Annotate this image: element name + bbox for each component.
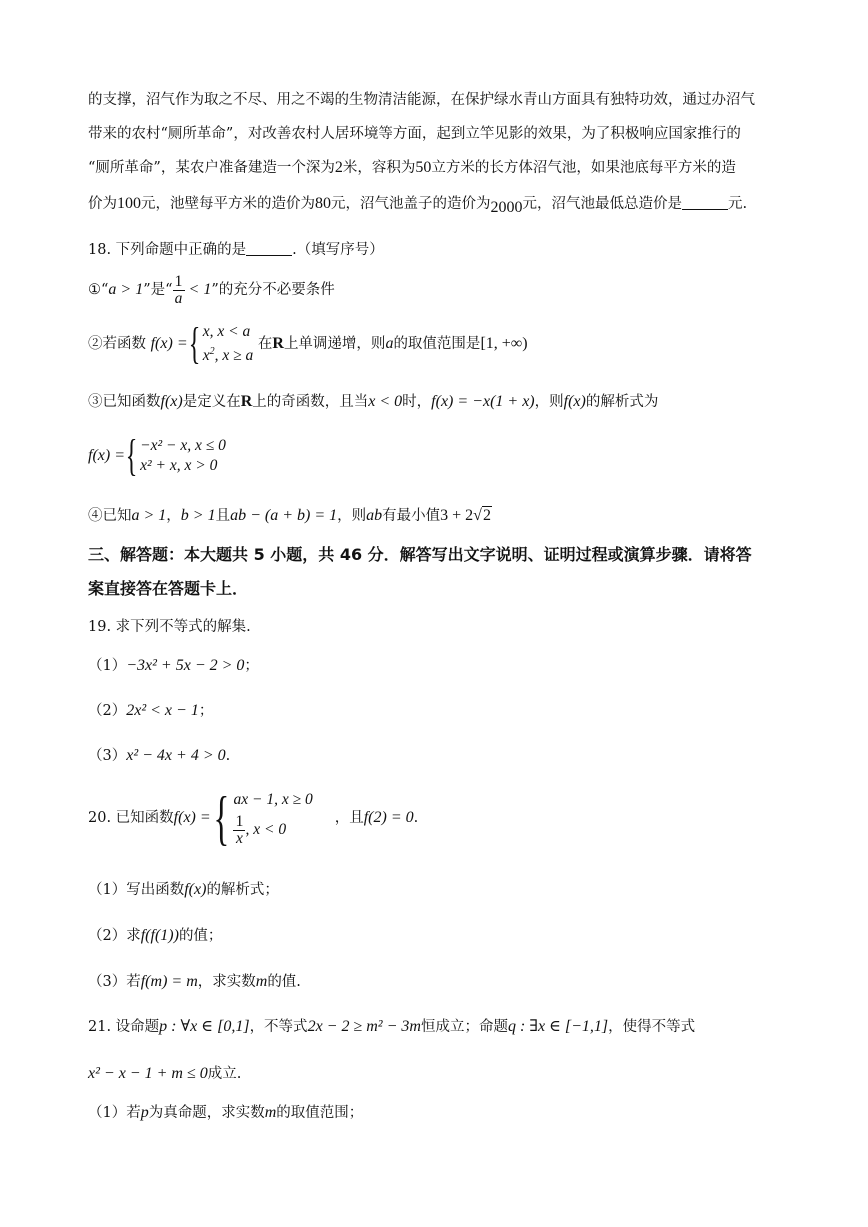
text: ； — [198, 703, 214, 719]
intro-text: 元，池壁每平方米的造价为 — [141, 196, 315, 212]
q18-item-3-solution — [88, 431, 226, 482]
intro-text: 的支撑，沼气作为取之不尽、用之不竭的生物清洁能源，在保护绿水青山方面具有独特功效，通过办沼气 — [88, 92, 755, 108]
left-brace: { — [188, 319, 200, 369]
intro-text: “厕所革命”，某农户准备建造一个深为 — [88, 160, 335, 176]
lid-price-value: 2000 — [490, 199, 523, 216]
denominator: x — [236, 829, 243, 847]
math: f(x) = — [173, 809, 211, 826]
numerator: 1 — [174, 272, 183, 290]
math: a > 1 — [131, 507, 167, 524]
text: ”的充分不必要条件 — [211, 282, 335, 298]
part-label: （1） — [88, 658, 127, 674]
intro-text: 元，沼气池最低总造价是 — [522, 196, 682, 212]
denominator: a — [174, 289, 183, 307]
math: a — [385, 335, 394, 353]
text: ①“ — [88, 282, 109, 298]
case-2: x² + x, x > 0 — [140, 457, 218, 474]
numerator: 1 — [235, 812, 244, 830]
section-heading: 三、解答题：本大题共 5 小题，共 46 分．解答写出文字说明、证明过程或演算步骤．请将答 — [88, 545, 752, 564]
math: f(2) = 0 — [363, 809, 414, 826]
intro-text: 米，容积为 — [342, 160, 416, 176]
q20-part-1 — [88, 880, 279, 900]
math: f(f(1)) — [140, 927, 179, 944]
q19-part-1 — [88, 656, 259, 676]
case-1: −x² − x, x ≤ 0 — [140, 437, 226, 454]
intro-line-1 — [88, 90, 755, 110]
math: a > 1 — [108, 281, 144, 298]
math: f(x) = −x(1 + x) — [431, 393, 535, 410]
text: ，且 — [334, 810, 364, 826]
math: R — [272, 335, 284, 353]
section-heading-line-2 — [88, 579, 248, 599]
q18-item-1 — [88, 270, 335, 314]
intro-line-2 — [88, 124, 741, 144]
text: （1）若 — [88, 1105, 141, 1121]
text: 21. 设命题 — [88, 1019, 160, 1035]
section-heading-line-1 — [88, 545, 752, 565]
q18-stem-text: .（填写序号） — [292, 242, 384, 258]
floor-price-value: 100 — [117, 195, 141, 212]
text: 是定义在 — [182, 394, 241, 410]
math: ab − (a + b) = 1 — [230, 507, 338, 524]
math: R — [240, 393, 253, 410]
math: p — [140, 1104, 149, 1121]
fraction — [233, 814, 245, 847]
math: f(x) — [184, 881, 207, 898]
q18-item-2 — [88, 319, 528, 370]
text: 在 — [257, 336, 273, 353]
math: 2x² < x − 1 — [126, 702, 199, 719]
math: ab — [366, 507, 383, 524]
intro-line-3 — [88, 158, 736, 178]
q20-part-3 — [88, 972, 301, 992]
text: ，不等式 — [249, 1019, 308, 1035]
section-heading: 案直接答在答题卡上． — [88, 579, 249, 598]
text: 的值； — [178, 928, 223, 944]
text: ； — [244, 658, 259, 674]
text: 的值. — [267, 974, 301, 990]
intro-text: 带来的农村“厕所革命”，对改善农村人居环境等方面，起到立竿见影的效果，为了积极响应国家推行的 — [88, 126, 741, 142]
q21-stem-line-2 — [88, 1064, 241, 1084]
q18-stem-text: 18. 下列命题中正确的是 — [88, 242, 247, 258]
q18-stem — [88, 240, 384, 260]
math: [1, +∞) — [480, 335, 528, 353]
text: ，则 — [534, 394, 564, 410]
text: ②若函数 — [88, 336, 146, 353]
intro-text: 价为 — [88, 196, 117, 212]
text: 且 — [215, 508, 231, 524]
math: x < 0 — [368, 393, 403, 410]
q19-part-2 — [88, 701, 213, 721]
case-1: ax − 1, x ≥ 0 — [233, 790, 313, 808]
wall-price-value: 80 — [315, 195, 331, 212]
piecewise-cases — [140, 436, 226, 476]
volume-value: 50 — [415, 159, 432, 176]
math: 3 + 2 — [440, 507, 474, 524]
math: p : ∀x ∈ [0,1] — [159, 1018, 250, 1035]
q18-item-4 — [88, 506, 492, 526]
q19-stem-text: 19. 求下列不等式的解集. — [88, 619, 251, 635]
math: f(x) — [160, 393, 183, 410]
text: ， — [166, 508, 181, 524]
math: < 1 — [184, 281, 212, 298]
intro-line-4 — [88, 194, 747, 218]
intro-text: 立方米的长方体沼气池，如果池底每平方米的造 — [431, 160, 736, 176]
text: 有最小值 — [382, 508, 441, 524]
text: 的取值范围； — [276, 1105, 364, 1121]
piecewise-cases — [233, 790, 312, 847]
intro-text: 元. — [728, 196, 748, 212]
math: b > 1 — [180, 507, 216, 524]
math: q : ∃x ∈ [−1,1] — [507, 1018, 609, 1035]
sqrt-sign: √ — [473, 507, 482, 524]
text: ④已知 — [88, 508, 132, 524]
q20-part-2 — [88, 926, 222, 946]
math: m — [255, 973, 268, 990]
math: x² − 4x + 4 > 0 — [126, 747, 226, 764]
text: ，求实数 — [197, 974, 256, 990]
math: f(x) — [563, 393, 586, 410]
text: . — [225, 748, 231, 764]
text: （3）若 — [88, 974, 141, 990]
piecewise-cases — [203, 322, 254, 366]
text: ，使得不等式 — [608, 1019, 696, 1035]
text: 恒成立；命题 — [420, 1019, 508, 1035]
text: . — [413, 810, 419, 826]
text: 上的奇函数，且当 — [252, 394, 369, 410]
case-2 — [233, 814, 312, 847]
intro-text: 元，沼气池盖子的造价为 — [331, 196, 491, 212]
case-2-rest: , x ≥ a — [214, 347, 254, 365]
part-label: （3） — [88, 748, 127, 764]
part-label: （2） — [88, 703, 127, 719]
text: ③已知函数 — [88, 394, 161, 410]
math: 2x − 2 ≥ m² − 3m — [307, 1018, 421, 1035]
fraction — [173, 274, 185, 307]
text: 上单调递增，则 — [283, 336, 386, 353]
text: ，则 — [337, 508, 367, 524]
q19-stem — [88, 617, 251, 637]
q21-part-1 — [88, 1103, 363, 1123]
text: 成立. — [207, 1066, 242, 1082]
text: （1）写出函数 — [88, 882, 185, 898]
answer-blank — [682, 195, 728, 210]
text: ”是“ — [143, 282, 173, 298]
depth-value: 2 — [334, 159, 343, 176]
math: f(m) = m — [140, 973, 198, 990]
text: 20. 已知函数 — [88, 810, 174, 826]
case-1: x, x < a — [202, 323, 251, 340]
math: m — [264, 1104, 277, 1121]
text: 时， — [402, 394, 432, 410]
case-2: $x^2$, x ≥ a — [202, 346, 254, 365]
case-2-rest: , x < 0 — [245, 820, 287, 838]
q19-part-3 — [88, 746, 230, 766]
math: −3x² + 5x − 2 > 0 — [126, 657, 245, 674]
math: x² − x − 1 + m ≤ 0 — [88, 1065, 208, 1082]
text: 的解析式为 — [585, 394, 659, 410]
radicand: 2 — [482, 507, 491, 524]
q18-item-3 — [88, 392, 658, 412]
left-brace: { — [125, 431, 138, 480]
q21-stem — [88, 1017, 695, 1037]
text: （2）求 — [88, 928, 141, 944]
q20-stem — [88, 785, 419, 854]
math: f(x) = — [88, 447, 125, 464]
left-brace: { — [213, 785, 230, 851]
text: 的解析式； — [206, 882, 279, 898]
math: f(x) = — [150, 335, 188, 353]
answer-blank — [246, 241, 292, 256]
text: 的取值范围是 — [393, 336, 481, 353]
case-2-base: x — [202, 347, 210, 365]
text: 为真命题，求实数 — [148, 1105, 265, 1121]
